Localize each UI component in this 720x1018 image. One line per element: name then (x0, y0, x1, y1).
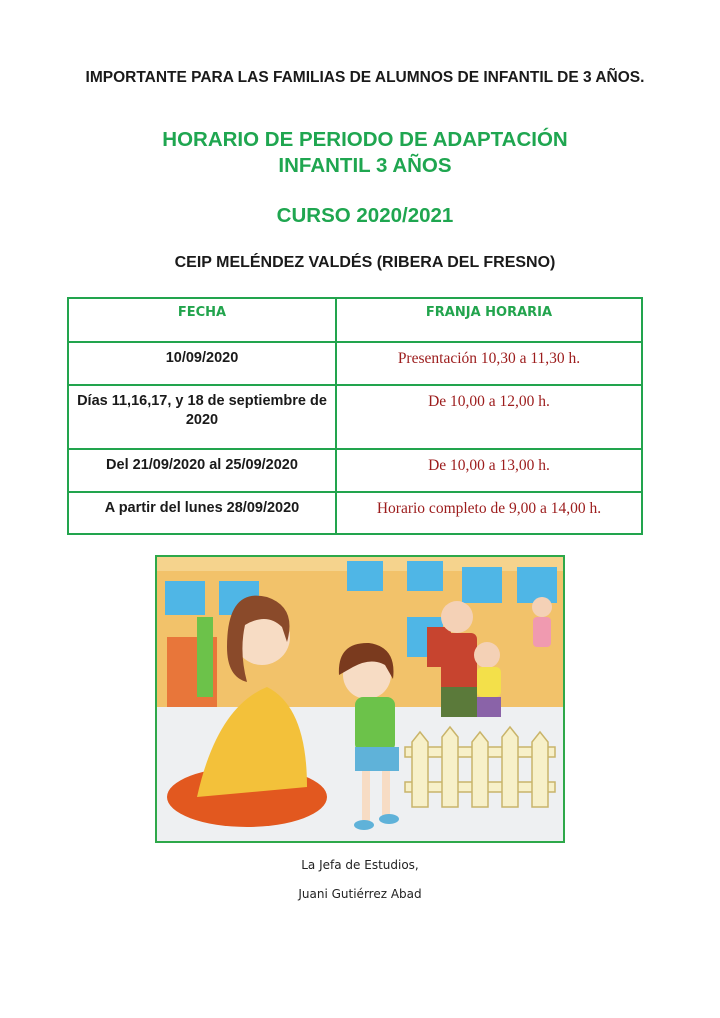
title-line-1: HORARIO DE PERIODO DE ADAPTACIÓN (162, 128, 568, 151)
table-row (68, 342, 642, 385)
table-row (68, 492, 642, 534)
illustration-drawing (157, 557, 563, 841)
row-time: De 10,00 a 13,00 h. (336, 449, 642, 492)
table-row (68, 385, 642, 449)
signature-role: La Jefa de Estudios, (301, 858, 419, 872)
intro-text: IMPORTANTE PARA LAS FAMILIAS DE ALUMNOS DE INFANTIL DE 3 AÑOS. (85, 69, 645, 86)
row-date: 10/09/2020 (68, 342, 336, 385)
school-illustration (155, 555, 565, 843)
row-time: De 10,00 a 12,00 h. (336, 385, 642, 449)
row-date: A partir del lunes 28/09/2020 (68, 492, 336, 534)
schedule-table (67, 297, 643, 535)
course-title: CURSO 2020/2021 (276, 204, 454, 227)
table-row (68, 449, 642, 492)
signature-name: Juani Gutiérrez Abad (298, 887, 422, 901)
row-date: Días 11,16,17, y 18 de septiembre de 2020 (68, 385, 336, 449)
school-name: CEIP MELÉNDEZ VALDÉS (RIBERA DEL FRESNO) (174, 254, 556, 271)
header-fecha: FECHA (68, 298, 336, 342)
table-header-row (68, 298, 642, 342)
header-franja-horaria: FRANJA HORARIA (336, 298, 642, 342)
row-time: Horario completo de 9,00 a 14,00 h. (336, 492, 642, 534)
title-line-2: INFANTIL 3 AÑOS (278, 154, 452, 177)
row-date: Del 21/09/2020 al 25/09/2020 (68, 449, 336, 492)
row-time: Presentación 10,30 a 11,30 h. (336, 342, 642, 385)
